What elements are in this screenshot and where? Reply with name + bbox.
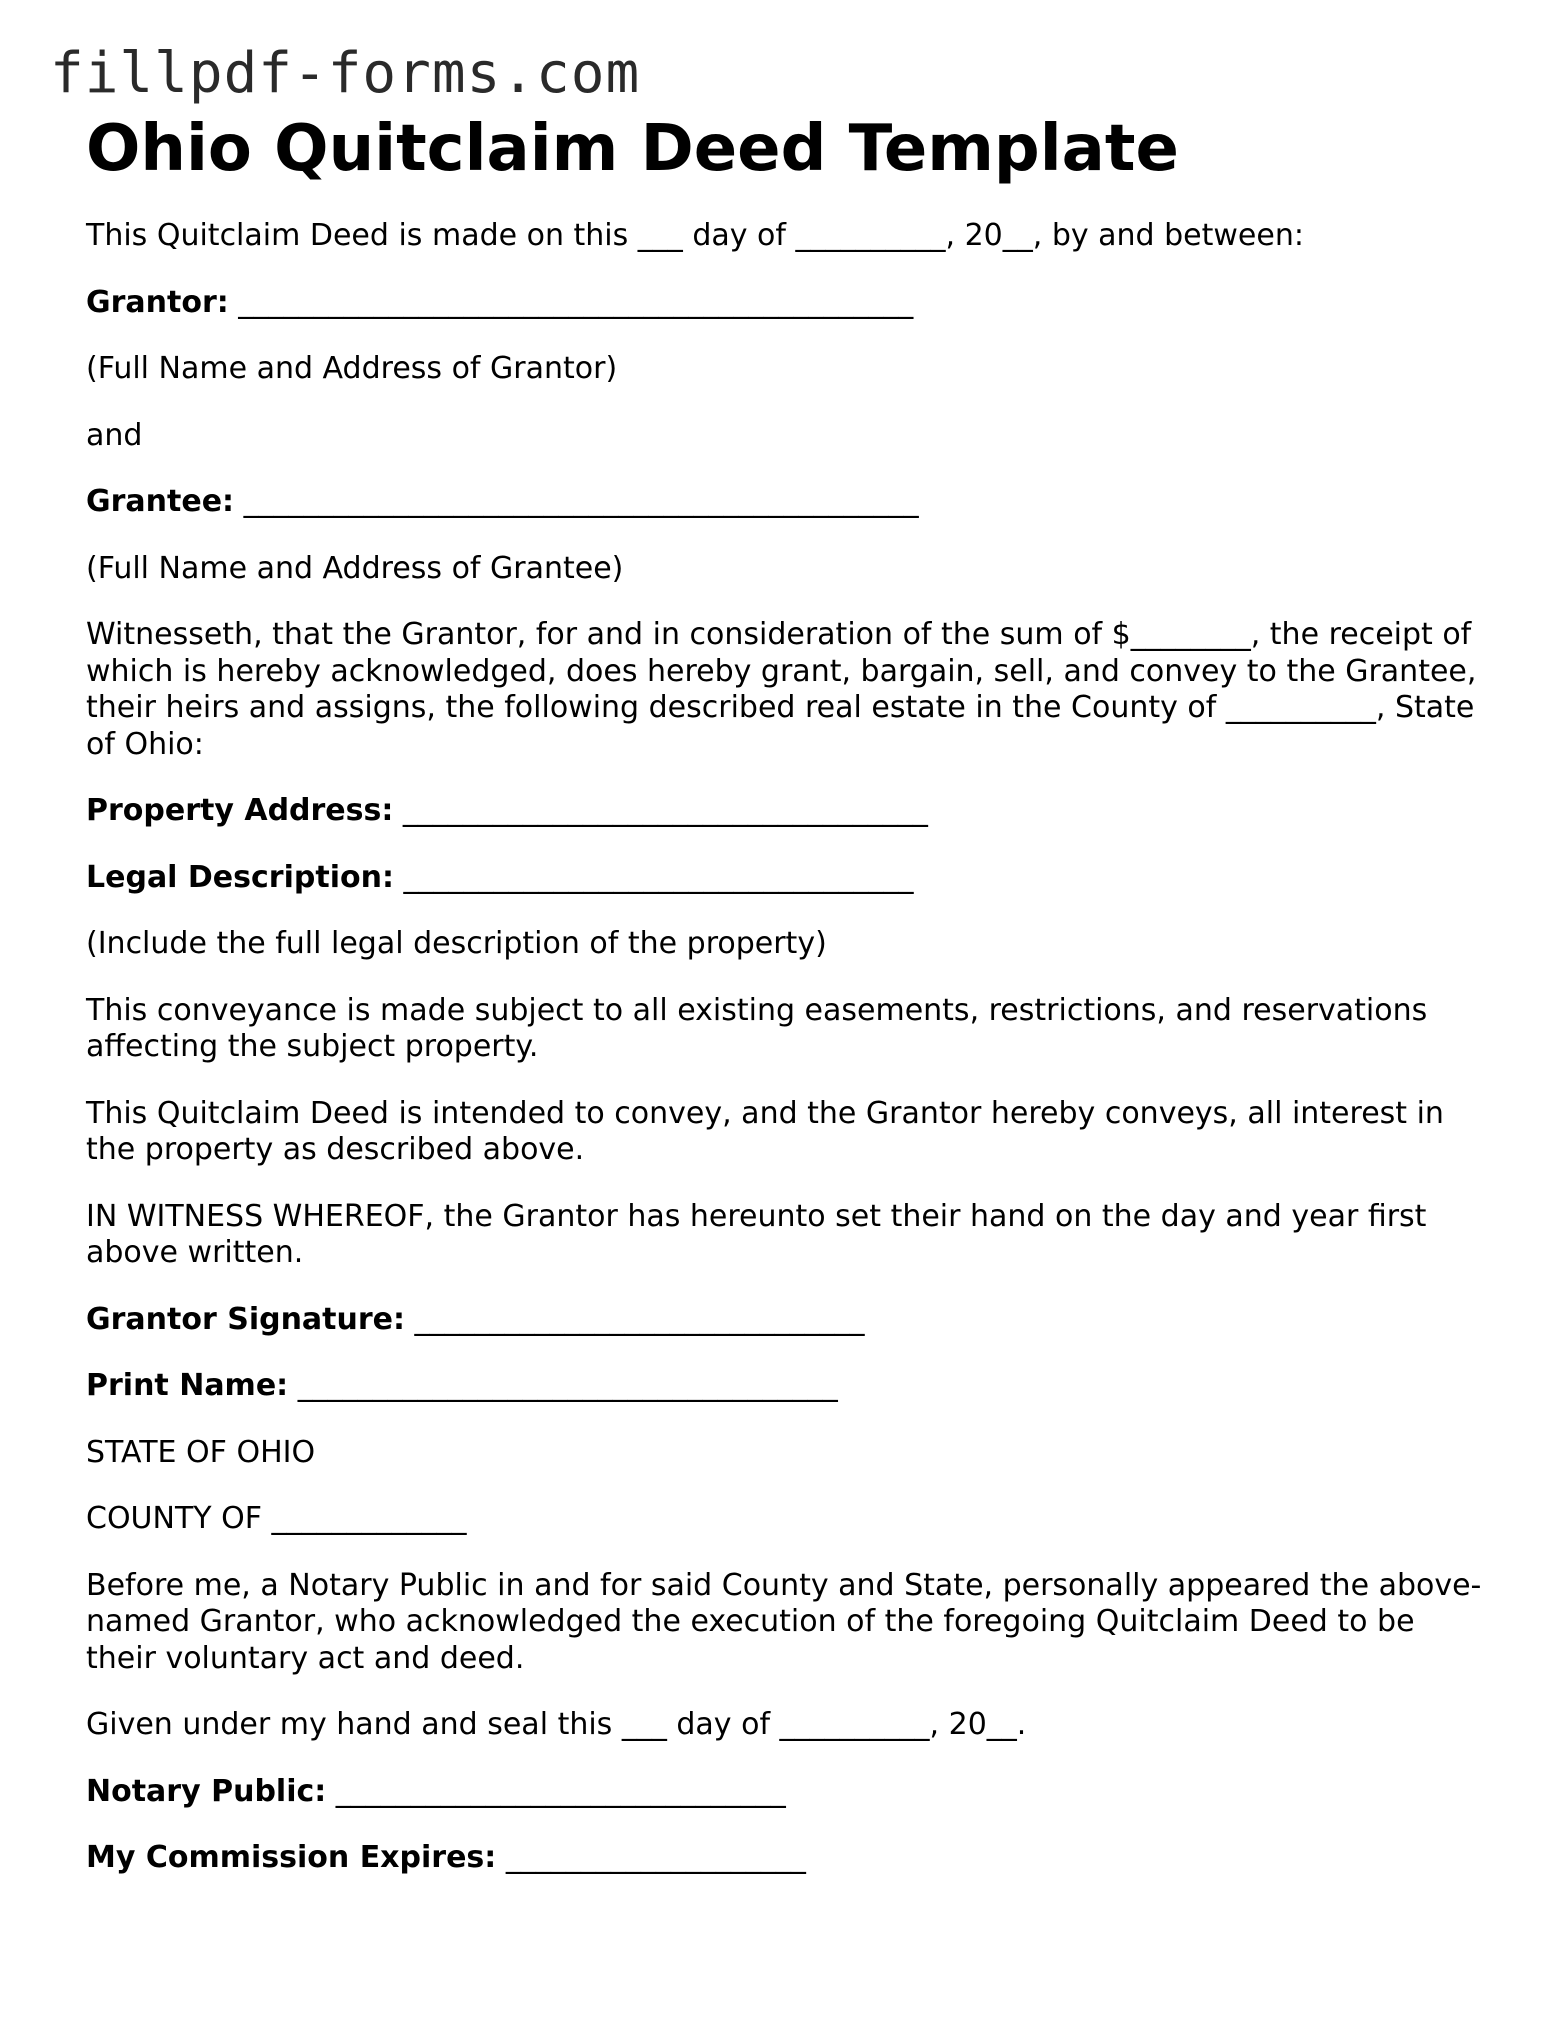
grantor-blank[interactable]: _____________________________________________	[228, 284, 914, 320]
grantor-label: Grantor:	[86, 284, 229, 320]
print-name-blank[interactable]: ____________________________________	[288, 1368, 838, 1403]
legal-description-note: (Include the full legal description of the property)	[86, 926, 827, 961]
grantee-label: Grantee:	[86, 484, 235, 519]
state-line: STATE OF OHIO	[86, 1434, 316, 1470]
grantor-signature-field	[86, 1302, 1486, 1339]
legal-description-label: Legal Description:	[86, 859, 394, 895]
grantor-signature-label: Grantor Signature:	[86, 1301, 406, 1337]
print-name-field	[86, 1368, 1486, 1405]
grantor-signature-blank[interactable]: ______________________________	[405, 1301, 865, 1337]
property-address-field	[86, 793, 1486, 830]
watermark-text: fillpdf-forms.com	[50, 41, 641, 106]
legal-description-field	[86, 860, 1486, 897]
in-witness-paragraph: IN WITNESS WHEREOF, the Grantor has hereunto set their hand on the day and year first above written.	[86, 1198, 1436, 1270]
document-page	[86, 108, 1486, 1877]
property-address-label: Property Address:	[86, 793, 394, 828]
grantor-note: (Full Name and Address of Grantor)	[86, 351, 618, 386]
legal-description-blank[interactable]: __________________________________	[393, 859, 914, 895]
grantee-note: (Full Name and Address of Grantee)	[86, 550, 624, 586]
notary-public-blank[interactable]: ______________________________	[326, 1773, 786, 1809]
grantee-field	[86, 484, 1486, 521]
commission-field	[86, 1840, 1486, 1877]
witnesseth-paragraph: Witnesseth, that the Grantor, for and in consideration of the sum of $________, the receipt of which is hereby acknowledged, does hereby grant, bargain, sell, and convey to the Grantee, their heirs and assigns, the following described real estate in the County of __________, State of Ohio:	[86, 617, 1486, 762]
print-name-label: Print Name:	[86, 1368, 289, 1403]
easements-paragraph: This conveyance is made subject to all existing easements, restrictions, and reservations affecting the subject property.	[86, 992, 1437, 1064]
notary-public-field	[86, 1774, 1486, 1811]
intent-paragraph: This Quitclaim Deed is intended to convey, and the Grantor hereby conveys, all interest in the property as described above.	[86, 1095, 1454, 1167]
grantee-blank[interactable]: _____________________________________________	[234, 484, 919, 519]
commission-label: My Commission Expires:	[86, 1840, 497, 1875]
commission-blank[interactable]: ____________________	[496, 1840, 806, 1875]
grantor-field	[86, 285, 1486, 322]
document-title: Ohio Quitclaim Deed Template	[86, 112, 1179, 186]
property-address-blank[interactable]: ___________________________________	[393, 793, 928, 828]
intro-paragraph: This Quitclaim Deed is made on this ___ day of __________, 20__, by and between:	[86, 218, 1304, 253]
and-text: and	[86, 417, 143, 453]
given-line[interactable]: Given under my hand and seal this ___ day of __________, 20__.	[86, 1707, 1027, 1742]
county-line[interactable]: COUNTY OF _____________	[86, 1501, 467, 1536]
notary-paragraph: Before me, a Notary Public in and for said County and State, personally appeared the above-named Grantor, who acknowledged the execution of the foregoing Quitclaim Deed to be their voluntary act and deed.	[86, 1567, 1482, 1676]
notary-public-label: Notary Public:	[86, 1773, 327, 1809]
